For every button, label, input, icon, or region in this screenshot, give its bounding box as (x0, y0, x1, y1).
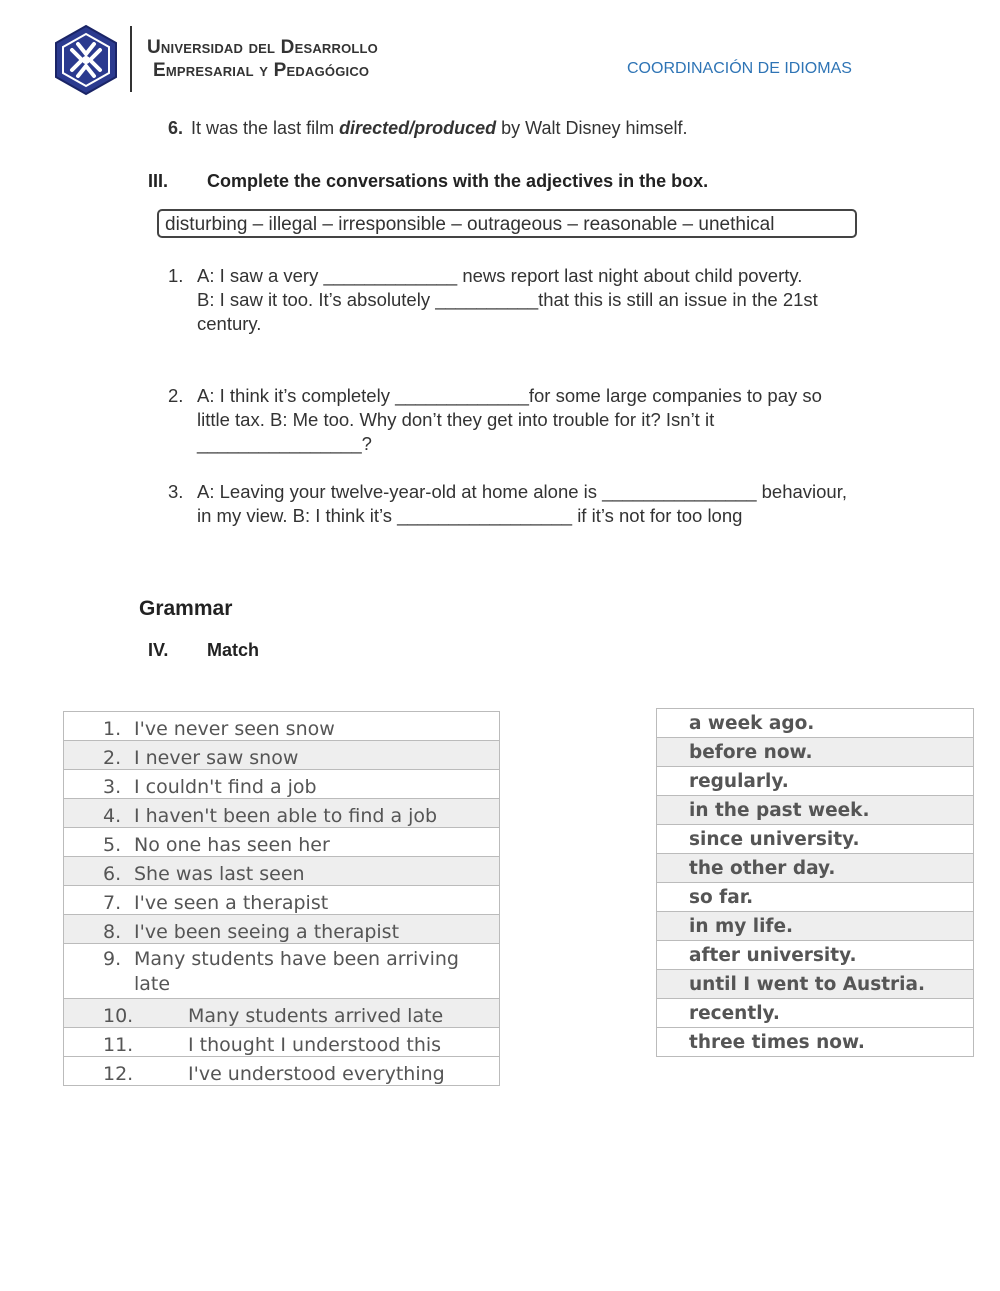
row-number: 9. (103, 948, 122, 970)
university-logo (50, 24, 122, 96)
table-row[interactable]: until I went to Austria. (657, 970, 973, 999)
section-3-title: Complete the conversations with the adjectives in the box. (207, 171, 709, 191)
section-3-heading (148, 171, 708, 192)
table-row[interactable]: since university. (657, 825, 973, 854)
section-4-title: Match (207, 640, 260, 660)
table-row[interactable]: regularly. (657, 767, 973, 796)
row-number: 10. (103, 1005, 134, 1027)
table-row[interactable] (64, 799, 499, 828)
department-title: COORDINACIÓN DE IDIOMAS (627, 60, 852, 77)
table-row[interactable]: the other day. (657, 854, 973, 883)
table-row[interactable]: so far. (657, 883, 973, 912)
question-6-option-produced: produced (414, 118, 497, 138)
conversation-3-text: A: Leaving your twelve-year-old at home alone is _______________ behaviour, in my view. B: I think it’s _________________ if it’s not for too long (197, 481, 848, 526)
row-number: 3. (103, 776, 122, 798)
row-number: 1. (103, 718, 122, 740)
row-number: 2. (103, 747, 122, 769)
question-6-option-directed: directed (339, 118, 410, 138)
section-4-number: IV. (148, 640, 169, 660)
table-row[interactable]: recently. (657, 999, 973, 1028)
row-text: I've seen a therapist (134, 892, 329, 914)
university-name-line1: Universidad del Desarrollo (147, 37, 378, 58)
question-6-number: 6. (168, 118, 184, 138)
conversation-1-line-b: B: I saw it too. It’s absolutely __________that this is still an issue in the 21st century. (197, 289, 818, 334)
row-text: Many students have been arriving late (134, 948, 459, 995)
row-number: 8. (103, 921, 122, 943)
conversation-2-text: A: I think it’s completely _____________for some large companies to pay so little tax. B: Me too. Why don’t they get into trouble for it? Isn’t it ________________? (197, 385, 822, 454)
conversation-1-line-a: A: I saw a very _____________ news report last night about child poverty. (197, 265, 803, 286)
row-number: 6. (103, 863, 122, 885)
row-number: 7. (103, 892, 122, 914)
table-row[interactable] (64, 886, 499, 915)
table-row[interactable] (64, 741, 499, 770)
question-6 (168, 118, 688, 139)
table-row[interactable]: in my life. (657, 912, 973, 941)
conversation-2-number: 2. (168, 385, 184, 406)
logo-emblem-icon (50, 24, 122, 96)
table-row[interactable] (64, 944, 499, 999)
adjective-word-box: disturbing – illegal – irresponsible – outrageous – reasonable – unethical (157, 209, 857, 238)
table-row[interactable]: after university. (657, 941, 973, 970)
row-number: 5. (103, 834, 122, 856)
table-row[interactable] (64, 712, 499, 741)
table-row[interactable] (64, 770, 499, 799)
row-text: I've been seeing a therapist (134, 921, 400, 943)
row-text: No one has seen her (134, 834, 330, 856)
row-number: 4. (103, 805, 122, 827)
table-row[interactable]: in the past week. (657, 796, 973, 825)
table-row[interactable] (64, 915, 499, 944)
table-row[interactable]: three times now. (689, 1032, 865, 1053)
table-row[interactable]: before now. (657, 738, 973, 767)
conversation-1-number: 1. (168, 265, 184, 286)
logo-divider (130, 26, 132, 92)
row-text: I haven't been able to find a job (134, 805, 438, 827)
row-text: She was last seen (134, 863, 305, 885)
table-row[interactable] (64, 1057, 499, 1085)
row-number: 12. (103, 1063, 134, 1085)
row-text: I thought I understood this (188, 1034, 442, 1056)
row-number: 11. (103, 1034, 134, 1056)
row-text: I've understood everything (188, 1063, 445, 1085)
row-text: I never saw snow (134, 747, 299, 769)
table-row[interactable] (64, 1028, 499, 1057)
grammar-heading: Grammar (139, 597, 233, 620)
section-3-number: III. (148, 171, 169, 191)
question-6-slash: / (409, 118, 415, 138)
row-text: I couldn't find a job (134, 776, 317, 798)
row-text: Many students arrived late (188, 1005, 444, 1027)
section-4-heading (148, 640, 259, 661)
university-name-line2: Empresarial y Pedagógico (153, 60, 370, 81)
question-6-text-before: It was the last film (191, 118, 340, 138)
match-left-table (63, 711, 500, 1086)
table-row[interactable] (64, 999, 499, 1028)
table-row[interactable]: a week ago. (657, 709, 973, 738)
row-text: I've never seen snow (134, 718, 335, 740)
table-row[interactable] (64, 828, 499, 857)
table-row[interactable] (64, 857, 499, 886)
question-6-text-after: by Walt Disney himself. (496, 118, 688, 138)
match-right-table (656, 708, 974, 1057)
conversation-3-number: 3. (168, 481, 184, 502)
